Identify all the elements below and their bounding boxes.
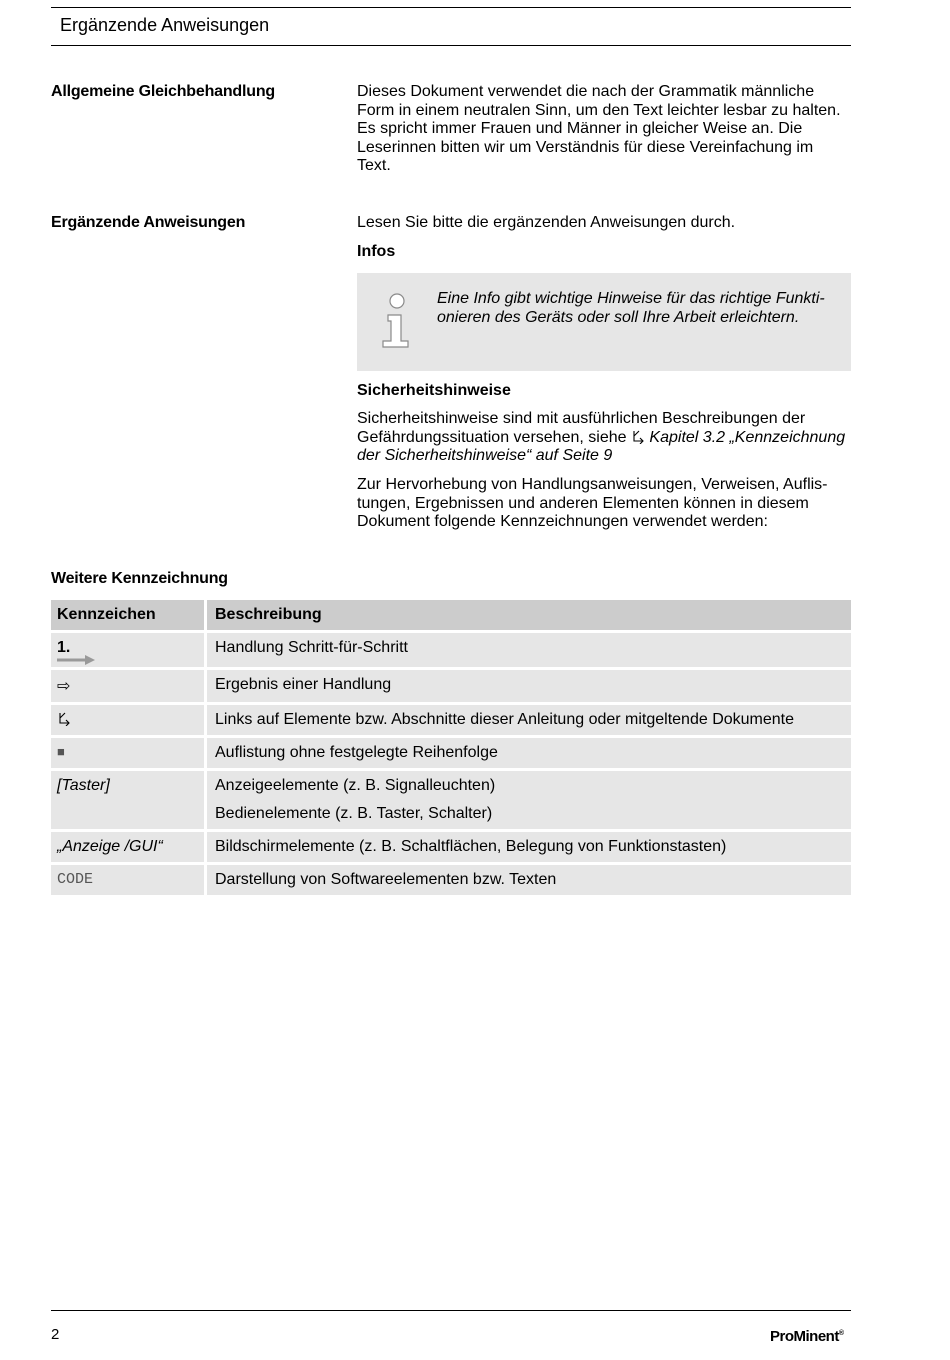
table-row (51, 738, 851, 768)
header-rule-top (51, 7, 851, 8)
brand-name: ProMinent (770, 1328, 839, 1345)
section-heading-weitere: Weitere Kennzeichnung (51, 570, 228, 587)
gui-mark: „Anzeige /GUI“ (51, 832, 204, 862)
kennzeichnung-table (51, 600, 851, 898)
link-arrow-icon (57, 712, 71, 726)
table-row (51, 633, 851, 667)
page-number: 2 (51, 1326, 60, 1343)
brand-logo (770, 1328, 844, 1345)
row-description-line: Anzeigeelemente (z. B. Signalleuchten) (215, 777, 496, 794)
link-arrow-icon (631, 430, 645, 444)
gleichbehandlung-text: Dieses Dokument verwendet die nach der Grammatik männliche Form in einem neutralen Sinn, um den Text leichter lesbar zu halten. Es spricht immer Frauen und Männer in gleicher Weise an. Die Leserinnen bitten wir um Verständnis für diese Vereinfachung im Text. (357, 83, 841, 174)
info-icon (379, 291, 415, 351)
footer-rule (51, 1310, 851, 1311)
sicherheitshinweise-body: Sicherheitshinweise sind mit ausführlichen Beschreibungen der Gefährdungssituation versehen, siehe (357, 410, 806, 446)
row-description: Auflistung ohne festgelegte Reihenfolge (207, 738, 851, 768)
section-heading-ergaenzende: Ergänzende Anweisungen (51, 214, 246, 231)
row-description (207, 771, 851, 829)
table-header-row (51, 600, 851, 630)
info-box (357, 273, 851, 371)
code-mark: CODE (51, 865, 204, 895)
step-arrow-icon (57, 655, 97, 665)
table-row (51, 771, 851, 829)
row-description: Bildschirmelemente (z. B. Schaltflächen, Belegung von Funktionstasten) (207, 832, 851, 862)
row-description-line: Bedienelemente (z. B. Taster, Schalter) (215, 805, 493, 822)
table-row (51, 670, 851, 702)
square-bullet-icon: ■ (51, 738, 204, 768)
column-header-kennzeichen: Kennzeichen (51, 600, 204, 630)
header-rule-bottom (51, 45, 851, 46)
column-header-beschreibung: Beschreibung (207, 600, 851, 630)
link-mark (51, 705, 204, 735)
row-description: Darstellung von Softwareelementen bzw. Texten (207, 865, 851, 895)
chapter-link[interactable]: Kapitel 3.2 „Kennzeichnung der Sicherheitshinweise“ auf Seite 9 (357, 428, 846, 464)
registered-mark: ® (838, 1330, 844, 1337)
info-text: Eine Info gibt wichtige Hinweise für das richtige Funktionieren des Geräts oder soll Ihre Arbeit erleichtern. (437, 290, 825, 326)
row-description: Links auf Elemente bzw. Abschnitte dieser Anleitung oder mitgeltende Dokumente (207, 705, 851, 735)
infos-heading: Infos (357, 243, 396, 260)
row-description: Handlung Schritt-für-Schritt (207, 633, 851, 667)
table-row (51, 832, 851, 862)
hervorhebung-text: Zur Hervorhebung von Handlungsanweisungen, Verweisen, Auflistungen, Ergebnissen und anderen Elementen können in diesem Dokument folgende Kennzeichnungen verwendet werden: (357, 476, 828, 530)
sicherheitshinweise-text (357, 410, 851, 466)
result-arrow-icon: ⇨ (51, 670, 204, 702)
step-mark (51, 633, 204, 667)
table-row (51, 865, 851, 895)
ergaenzende-intro: Lesen Sie bitte die ergänzenden Anweisungen durch. (357, 214, 736, 231)
sicherheitshinweise-heading: Sicherheitshinweise (357, 382, 511, 399)
step-number: 1. (57, 639, 71, 656)
table-row (51, 705, 851, 735)
taster-mark: [Taster] (51, 771, 204, 829)
row-description: Ergebnis einer Handlung (207, 670, 851, 702)
section-heading-gleichbehandlung: Allgemeine Gleichbehandlung (51, 83, 275, 100)
page-header-title: Ergänzende Anweisungen (60, 15, 270, 35)
